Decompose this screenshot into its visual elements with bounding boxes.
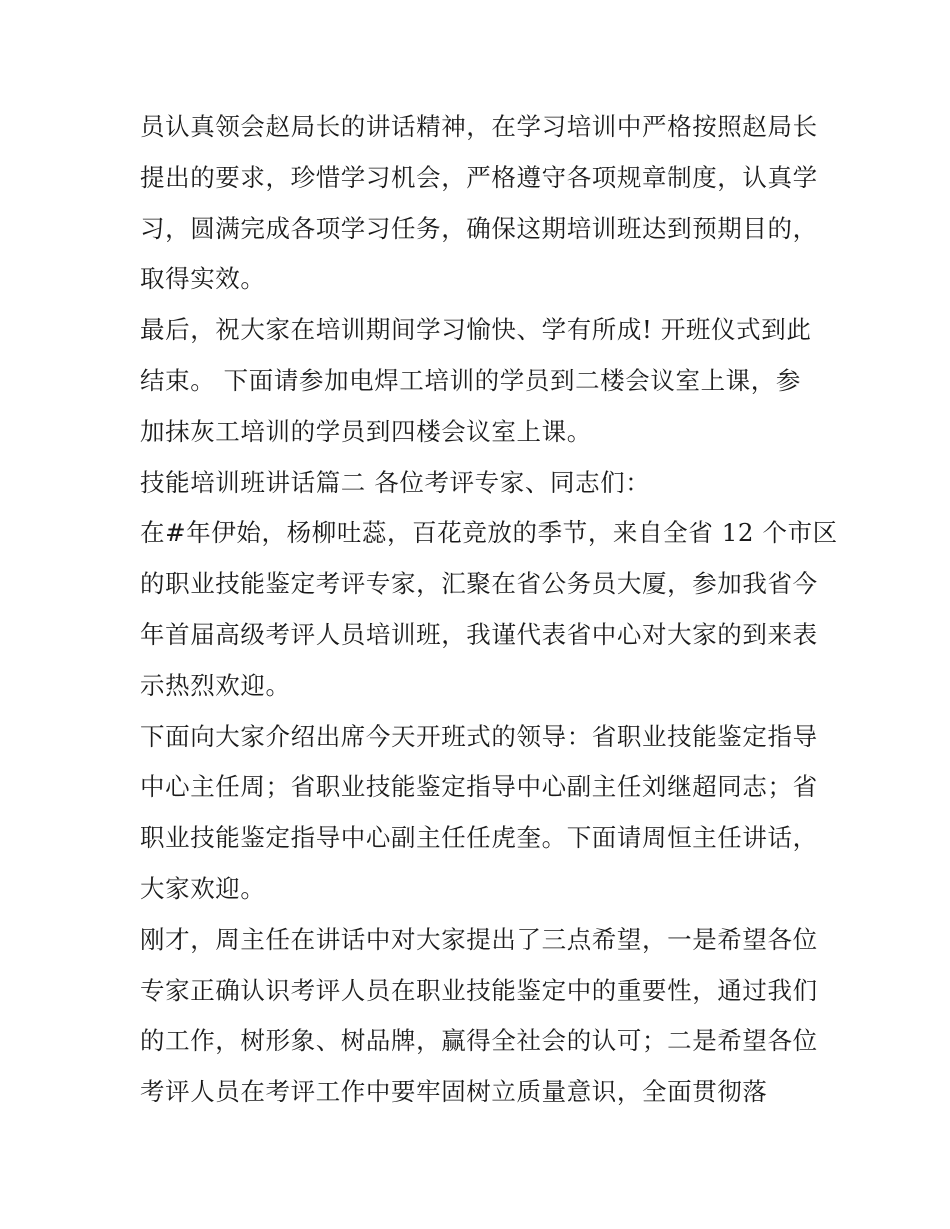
- text-line: 年首届高级考评人员培训班，我谨代表省中心对大家的到来表: [140, 619, 818, 649]
- text-line: 员认真领会赵局长的讲话精神，在学习培训中严格按照赵局长: [140, 112, 818, 141]
- text-line: 习，圆满完成各项学习任务，确保这期培训班达到预期目的，: [140, 213, 818, 243]
- text-line: 加抹灰工培训的学员到四楼会议室上课。: [140, 416, 592, 446]
- text-line: 职业技能鉴定指导中心副主任任虎奎。下面请周恒主任讲话，: [140, 823, 818, 853]
- text-line: 刚才，周主任在讲话中对大家提出了三点希望，一是希望各位: [140, 924, 818, 954]
- text-line: 提出的要求，珍惜学习机会，严格遵守各项规章制度，认真学: [140, 162, 818, 192]
- text-line: 取得实效。: [140, 264, 266, 294]
- text-line: 在#年伊始，杨柳吐蕊，百花竞放的季节，来自全省 12 个市区: [140, 518, 838, 548]
- text-line: 下面向大家介绍出席今天开班式的领导：省职业技能鉴定指导: [140, 721, 818, 751]
- text-line: 的工作，树形象、树品牌，赢得全社会的认可；二是希望各位: [140, 1026, 818, 1056]
- document-body: [140, 102, 838, 1118]
- text-line: 中心主任周；省职业技能鉴定指导中心副主任刘继超同志；省: [140, 772, 818, 802]
- text-line: 大家欢迎。: [140, 873, 266, 903]
- text-line: 考评人员在考评工作中要牢固树立质量意识，全面贯彻落: [140, 1077, 768, 1107]
- text-line: 最后，祝大家在培训期间学习愉快、学有所成! 开班仪式到此: [140, 315, 812, 345]
- text-line: 专家正确认识考评人员在职业技能鉴定中的重要性，通过我们: [140, 975, 818, 1005]
- text-line: 的职业技能鉴定考评专家，汇聚在省公务员大厦，参加我省今: [140, 569, 818, 599]
- text-line: 结束。 下面请参加电焊工培训的学员到二楼会议室上课，参: [140, 365, 801, 395]
- section-heading-line: 技能培训班讲话篇二 各位考评专家、同志们：: [140, 467, 651, 497]
- text-line: 示热烈欢迎。: [140, 670, 291, 700]
